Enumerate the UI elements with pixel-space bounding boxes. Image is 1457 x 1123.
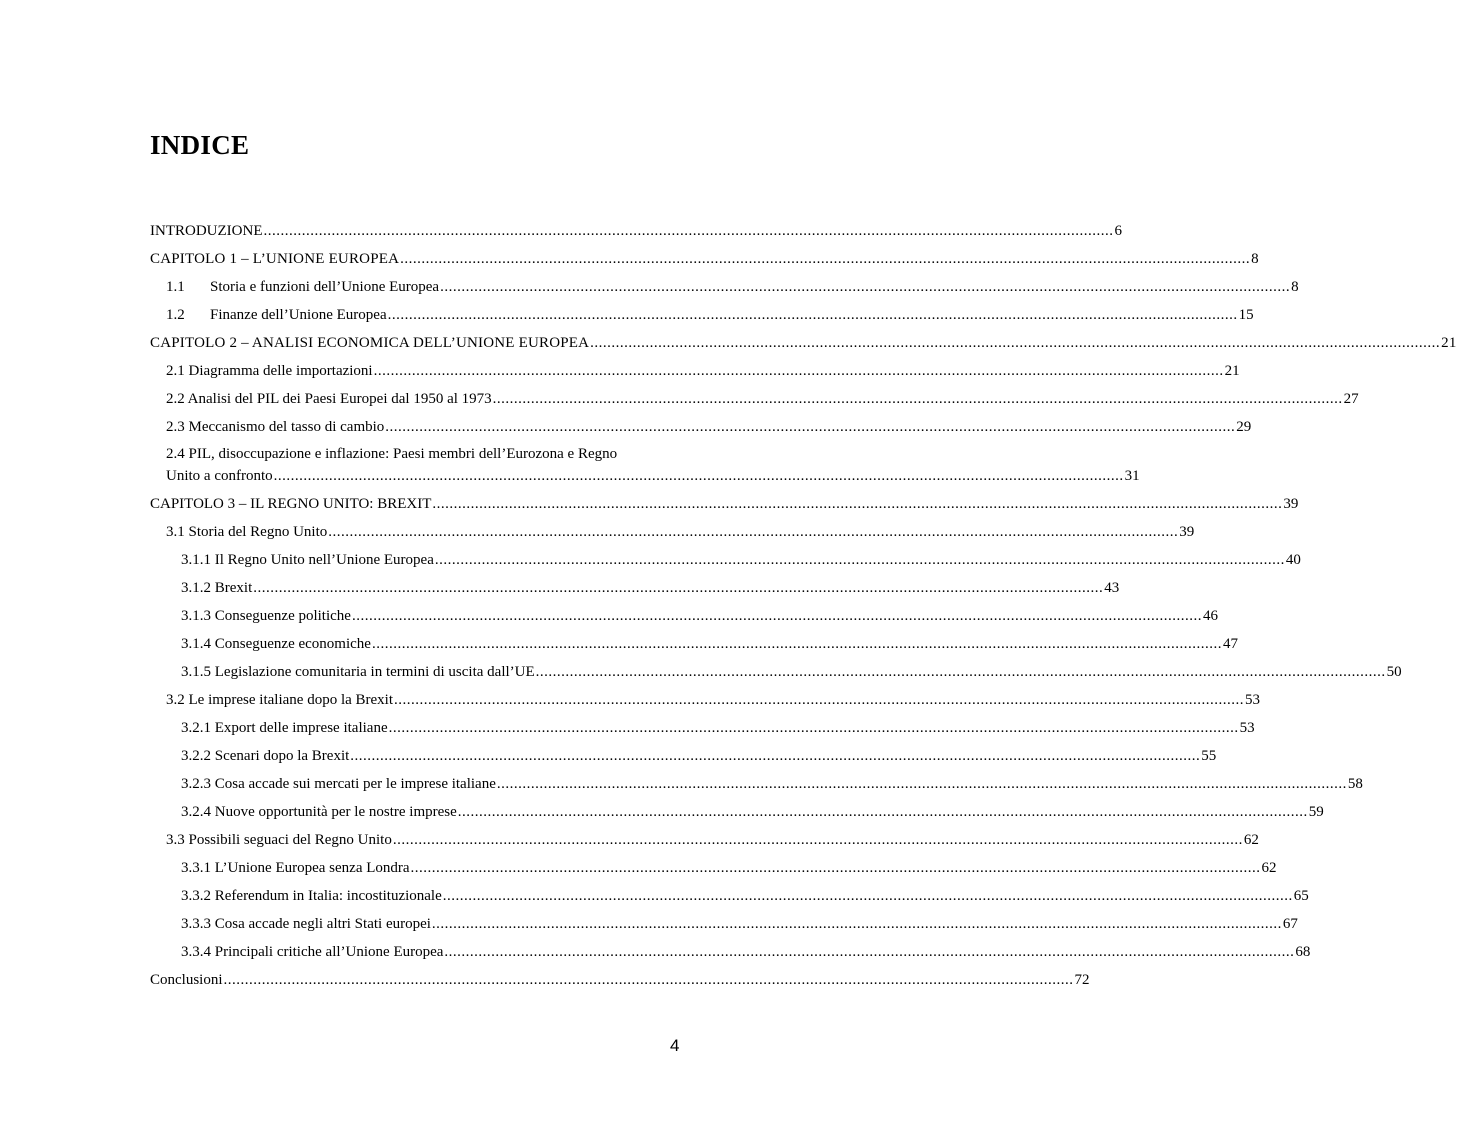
toc-entry-label: 3.2.3 Cosa accade sui mercati per le imprese italiane <box>181 776 496 792</box>
toc-entry-page: 8 <box>1251 251 1259 267</box>
toc-entry-page: 68 <box>1295 944 1311 960</box>
toc-entry-page: 53 <box>1245 692 1261 708</box>
toc-entry-page: 27 <box>1343 391 1359 407</box>
toc-entry-label: Unito a confronto <box>166 468 273 484</box>
toc-leader: ........................................................................................................................................................................................................ <box>223 972 1074 988</box>
toc-leader: ........................................................................................................................................................................................................ <box>373 363 1224 379</box>
toc-entry-3-3-1[interactable] <box>181 858 1277 878</box>
toc-entry-3-3-3[interactable] <box>181 914 1298 934</box>
toc-entry-label: CAPITOLO 3 – IL REGNO UNITO: BREXIT <box>150 496 432 512</box>
toc-entry-page: 65 <box>1293 888 1309 904</box>
toc-entry-label: 3.1.2 Brexit <box>181 580 253 596</box>
toc-entry-label: 3.2.1 Export delle imprese italiane <box>181 720 388 736</box>
toc-leader: ........................................................................................................................................................................................................ <box>273 468 1124 484</box>
toc-entry-2-2[interactable] <box>166 389 1359 409</box>
toc-leader: ........................................................................................................................................................................................................ <box>444 944 1295 960</box>
toc-entry-page: 62 <box>1261 860 1277 876</box>
toc-leader: ........................................................................................................................................................................................................ <box>590 335 1441 351</box>
toc-leader: ........................................................................................................................................................................................................ <box>434 552 1285 568</box>
toc-entry-page: 43 <box>1104 580 1120 596</box>
toc-entry-label: Conclusioni <box>150 972 223 988</box>
toc-entry-page: 39 <box>1283 496 1299 512</box>
toc-entry-label: Finanze dell’Unione Europea <box>210 307 387 323</box>
toc-entry-chapter-3[interactable] <box>150 494 1299 514</box>
toc-entry-page: 47 <box>1222 636 1238 652</box>
page-number: 4 <box>670 1036 680 1055</box>
toc-entry-label: INTRODUZIONE <box>150 223 263 239</box>
toc-entry-number: 1.2 <box>166 307 185 323</box>
toc-leader: ........................................................................................................................................................................................................ <box>328 524 1179 540</box>
toc-entry-2-3[interactable] <box>166 417 1252 437</box>
toc-entry-label: 2.2 Analisi del PIL dei Paesi Europei dal 1950 al 1973 <box>166 391 492 407</box>
toc-entry-3-3-2[interactable] <box>181 886 1309 906</box>
toc-entry-2-1[interactable] <box>166 361 1240 381</box>
toc-entry-page: 21 <box>1224 363 1240 379</box>
toc-entry-page: 21 <box>1441 335 1457 351</box>
toc-leader: ........................................................................................................................................................................................................ <box>496 776 1347 792</box>
toc-leader: ........................................................................................................................................................................................................ <box>388 720 1239 736</box>
toc-entry-label: 3.2.4 Nuove opportunità per le nostre imprese <box>181 804 457 820</box>
toc-entry-page: 59 <box>1308 804 1324 820</box>
toc-leader: ........................................................................................................................................................................................................ <box>385 419 1236 435</box>
toc-entry-chapter-1[interactable] <box>150 249 1259 269</box>
toc-entry-1-1[interactable] <box>166 277 1299 297</box>
toc-entry-label: 2.1 Diagramma delle importazioni <box>166 363 373 379</box>
toc-entry-page: 46 <box>1202 608 1218 624</box>
toc-leader: ........................................................................................................................................................................................................ <box>440 279 1291 295</box>
toc-entry-2-4-line-1[interactable]: 2.4 PIL, disoccupazione e inflazione: Paesi membri dell’Eurozona e Regno <box>166 446 618 462</box>
toc-entry-page: 6 <box>1114 223 1122 239</box>
toc-leader: ........................................................................................................................................................................................................ <box>410 860 1261 876</box>
toc-entry-3-1-2[interactable] <box>181 578 1120 598</box>
toc-entry-label: 3.1 Storia del Regno Unito <box>166 524 328 540</box>
toc-entry-label: 3.3.3 Cosa accade negli altri Stati europei <box>181 916 431 932</box>
toc-entry-3-2-2[interactable] <box>181 746 1217 766</box>
toc-entry-3-2-1[interactable] <box>181 718 1255 738</box>
toc-leader: ........................................................................................................................................................................................................ <box>492 391 1343 407</box>
toc-entry-label: 3.2 Le imprese italiane dopo la Brexit <box>166 692 394 708</box>
toc-entry-3-1-4[interactable] <box>181 634 1238 654</box>
toc-entry-3-2-4[interactable] <box>181 802 1324 822</box>
toc-entry-1-2[interactable] <box>166 305 1254 325</box>
toc-entry-label: Storia e funzioni dell’Unione Europea <box>210 279 440 295</box>
toc-entry-label: 3.3 Possibili seguaci del Regno Unito <box>166 832 392 848</box>
toc-entry-page: 31 <box>1124 468 1140 484</box>
toc-leader: ........................................................................................................................................................................................................ <box>442 888 1293 904</box>
toc-leader: ........................................................................................................................................................................................................ <box>535 664 1386 680</box>
toc-entry-conclusioni[interactable] <box>150 970 1090 990</box>
toc-leader: ........................................................................................................................................................................................................ <box>387 307 1238 323</box>
toc-leader: ........................................................................................................................................................................................................ <box>392 832 1243 848</box>
toc-entry-label: 3.1.3 Conseguenze politiche <box>181 608 351 624</box>
toc-entry-page: 15 <box>1238 307 1254 323</box>
toc-entry-label: 3.2.2 Scenari dopo la Brexit <box>181 748 350 764</box>
toc-entry-number: 1.1 <box>166 279 185 295</box>
toc-entry-label: 3.1.5 Legislazione comunitaria in termini di uscita dall’UE <box>181 664 535 680</box>
toc-leader: ........................................................................................................................................................................................................ <box>394 692 1245 708</box>
toc-entry-3-2[interactable] <box>166 690 1261 710</box>
toc-leader: ........................................................................................................................................................................................................ <box>400 251 1251 267</box>
toc-entry-label: CAPITOLO 2 – ANALISI ECONOMICA DELL’UNIONE EUROPEA <box>150 335 590 351</box>
toc-leader: ........................................................................................................................................................................................................ <box>351 608 1202 624</box>
toc-leader: ........................................................................................................................................................................................................ <box>263 223 1114 239</box>
toc-entry-label: 2.3 Meccanismo del tasso di cambio <box>166 419 385 435</box>
toc-entry-3-1-5[interactable] <box>181 662 1402 682</box>
toc-entry-introduzione[interactable] <box>150 221 1122 241</box>
toc-entry-page: 29 <box>1236 419 1252 435</box>
toc-entry-3-1-1[interactable] <box>181 550 1301 570</box>
toc-entry-page: 58 <box>1347 776 1363 792</box>
toc-entry-2-4[interactable] <box>166 466 1140 486</box>
toc-entry-page: 62 <box>1243 832 1259 848</box>
toc-entry-page: 50 <box>1386 664 1402 680</box>
toc-entry-3-2-3[interactable] <box>181 774 1363 794</box>
toc-entry-label: CAPITOLO 1 – L’UNIONE EUROPEA <box>150 251 400 267</box>
toc-entry-page: 67 <box>1282 916 1298 932</box>
toc-entry-page: 53 <box>1239 720 1255 736</box>
toc-entry-chapter-2[interactable] <box>150 333 1457 353</box>
toc-entry-label: 3.3.1 L’Unione Europea senza Londra <box>181 860 410 876</box>
toc-entry-3-1-3[interactable] <box>181 606 1218 626</box>
toc-entry-page: 8 <box>1291 279 1299 295</box>
toc-entry-3-1[interactable] <box>166 522 1195 542</box>
toc-entry-page: 40 <box>1285 552 1301 568</box>
toc-entry-page: 72 <box>1074 972 1090 988</box>
page-title: INDICE <box>150 130 250 160</box>
toc-entry-3-3[interactable] <box>166 830 1259 850</box>
toc-leader: ........................................................................................................................................................................................................ <box>431 916 1282 932</box>
toc-entry-label: 3.3.4 Principali critiche all’Unione Europea <box>181 944 444 960</box>
toc-entry-label: 3.3.2 Referendum in Italia: incostituzionale <box>181 888 442 904</box>
toc-entry-label: 3.1.1 Il Regno Unito nell’Unione Europea <box>181 552 434 568</box>
toc-leader: ........................................................................................................................................................................................................ <box>432 496 1283 512</box>
toc-entry-label: 3.1.4 Conseguenze economiche <box>181 636 371 652</box>
toc-leader: ........................................................................................................................................................................................................ <box>371 636 1222 652</box>
toc-leader: ........................................................................................................................................................................................................ <box>253 580 1104 596</box>
toc-leader: ........................................................................................................................................................................................................ <box>350 748 1201 764</box>
toc-entry-page: 39 <box>1179 524 1195 540</box>
toc-entry-3-3-4[interactable] <box>181 942 1311 962</box>
toc-entry-page: 55 <box>1201 748 1217 764</box>
toc-leader: ........................................................................................................................................................................................................ <box>457 804 1308 820</box>
